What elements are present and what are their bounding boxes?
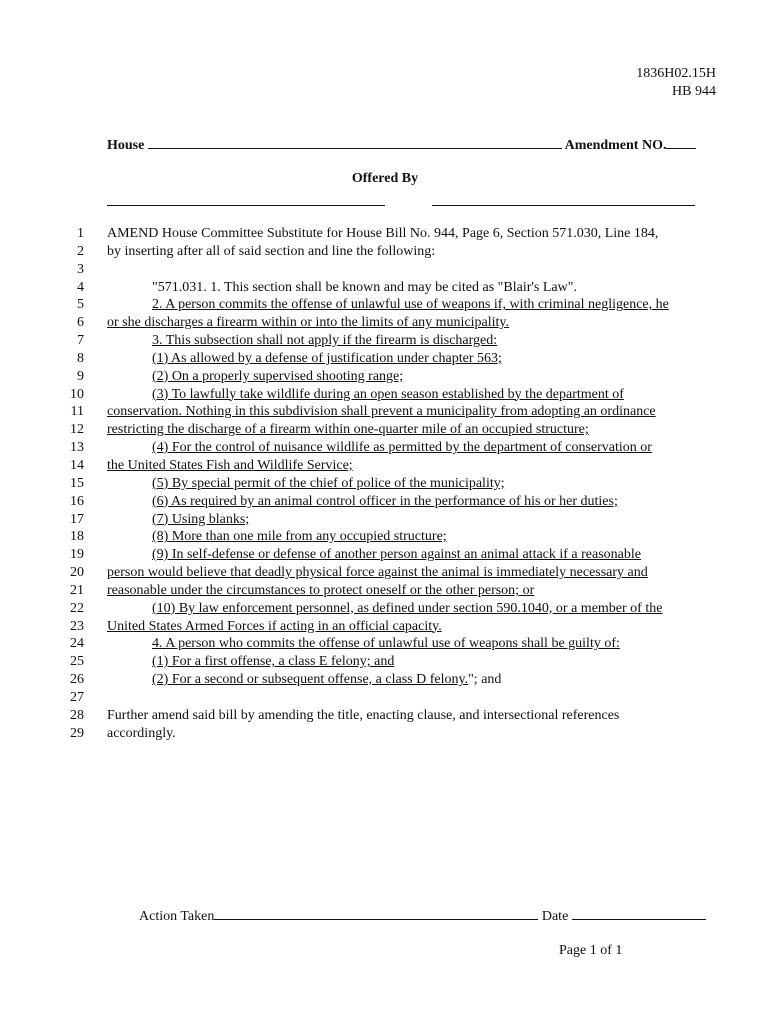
line-number: 27: [70, 689, 84, 705]
line-text: [107, 225, 716, 243]
text-line: [0, 600, 770, 618]
line-content: by inserting after all of said section and line the following:: [107, 243, 436, 259]
line-content: United States Armed Forces if acting in an official capacity.: [107, 618, 442, 634]
line-text: [107, 564, 716, 582]
text-line: [0, 439, 770, 457]
line-content: (9) In self-defense or defense of another person against an animal attack if a reasonable: [152, 547, 642, 563]
line-content: 2. A person commits the offense of unlawful use of weapons if, with criminal negligence, he: [152, 297, 669, 313]
line-text: [107, 635, 716, 653]
line-text: [107, 386, 716, 404]
line-number: 24: [70, 636, 84, 652]
text-line: [0, 564, 770, 582]
line-text: [107, 511, 716, 529]
line-text: [107, 707, 716, 725]
line-text: [107, 457, 716, 475]
house-blank: [148, 136, 562, 149]
line-text: [107, 243, 716, 261]
date-label: Date: [541, 909, 569, 924]
line-text: [107, 314, 716, 332]
amendment-number-blank: [666, 136, 696, 149]
text-line: [0, 457, 770, 475]
line-number: 15: [70, 475, 84, 491]
line-number: 19: [70, 547, 84, 563]
line-number: 11: [70, 404, 84, 420]
line-content: (1) For a first offense, a class E felony; and: [152, 654, 395, 670]
text-line: [0, 493, 770, 511]
line-number: 13: [70, 440, 84, 456]
page-number: Page 1 of 1: [559, 943, 623, 958]
line-text: [107, 439, 716, 457]
text-line: [0, 653, 770, 671]
line-number: 1: [77, 226, 84, 241]
line-content: (8) More than one mile from any occupied structure;: [152, 529, 447, 545]
line-number: 21: [70, 582, 84, 598]
house-amendment-line: [107, 136, 713, 154]
text-line: [0, 421, 770, 439]
text-line: [0, 511, 770, 529]
line-content: 3. This subsection shall not apply if the firearm is discharged:: [152, 333, 498, 349]
line-content: accordingly.: [107, 725, 176, 741]
line-content: (10) By law enforcement personnel, as defined under section 590.1040, or a member of the: [152, 600, 663, 616]
text-line: [0, 689, 770, 707]
line-content: (4) For the control of nuisance wildlife as permitted by the department of conservation or: [152, 440, 652, 456]
offered-by-label: Offered By: [351, 171, 419, 186]
text-line: [0, 546, 770, 564]
line-number: 17: [70, 511, 84, 527]
text-line: [0, 332, 770, 350]
action-taken-line: [139, 907, 706, 925]
line-number: 29: [70, 725, 84, 741]
text-line: [0, 243, 770, 261]
line-number: 9: [77, 368, 84, 384]
line-content: (5) By special permit of the chief of police of the municipality;: [152, 475, 505, 491]
text-line: [0, 314, 770, 332]
text-line: [0, 350, 770, 368]
text-line: [0, 296, 770, 314]
line-content: (1) As allowed by a defense of justification under chapter 563;: [152, 350, 502, 366]
line-number: 6: [77, 315, 84, 331]
line-number: 4: [77, 279, 84, 295]
line-text: [107, 493, 716, 511]
line-text: [107, 368, 716, 386]
line-number: 3: [77, 261, 84, 277]
line-text: [107, 403, 716, 421]
text-line: [0, 528, 770, 546]
text-line: [0, 261, 770, 279]
offered-by-signature-line-2: [432, 205, 695, 206]
bill-number: HB 944: [672, 84, 716, 99]
line-text: [107, 421, 716, 439]
line-number: 10: [70, 386, 84, 402]
line-text: [107, 528, 716, 546]
text-line: [0, 635, 770, 653]
line-text: [107, 671, 716, 689]
text-line: [0, 225, 770, 243]
line-text: [107, 600, 716, 618]
line-number: 22: [70, 600, 84, 616]
line-number: 2: [77, 243, 84, 259]
line-content: the United States Fish and Wildlife Service;: [107, 457, 353, 473]
line-number: 18: [70, 529, 84, 545]
amendment-text: [0, 225, 770, 742]
line-content: Further amend said bill by amending the title, enacting clause, and intersectional references: [107, 707, 620, 723]
text-line: [0, 475, 770, 493]
line-content: person would believe that deadly physical force against the animal is immediately necessary and: [107, 565, 648, 581]
amendment-number-label: Amendment NO.: [564, 138, 667, 153]
line-text: [107, 350, 716, 368]
text-line: [0, 671, 770, 689]
line-tail: "; and: [468, 672, 502, 688]
line-text: [107, 296, 716, 314]
line-content: restricting the discharge of a firearm within one-quarter mile of an occupied structure;: [107, 422, 589, 438]
line-content: (2) On a properly supervised shooting range;: [152, 368, 404, 384]
text-line: [0, 707, 770, 725]
offered-by-signature-line: [107, 205, 385, 206]
line-number: 28: [70, 707, 84, 723]
line-number: 8: [77, 350, 84, 366]
line-number: 20: [70, 565, 84, 581]
line-number: 23: [70, 618, 84, 634]
text-line: [0, 618, 770, 636]
line-text: [107, 582, 716, 600]
line-text: [107, 332, 716, 350]
line-content: 4. A person who commits the offense of unlawful use of weapons shall be guilty of:: [152, 636, 620, 652]
line-text: [107, 653, 716, 671]
action-taken-blank: [214, 907, 538, 920]
line-text: [107, 475, 716, 493]
line-number: 14: [70, 457, 84, 473]
house-label: House: [107, 138, 145, 153]
line-text: [107, 546, 716, 564]
line-content: conservation. Nothing in this subdivision shall prevent a municipality from adopting an ordinance: [107, 404, 656, 420]
text-line: [0, 279, 770, 297]
text-line: [0, 725, 770, 743]
text-line: [0, 403, 770, 421]
line-number: 16: [70, 493, 84, 509]
line-text: [107, 279, 716, 297]
line-number: 7: [77, 333, 84, 349]
line-content: reasonable under the circumstances to protect oneself or the other person; or: [107, 582, 535, 598]
action-taken-label: Action Taken: [139, 909, 215, 924]
line-content: "571.031. 1. This section shall be known and may be cited as "Blair's Law".: [152, 279, 577, 295]
line-number: 26: [70, 672, 84, 688]
line-content: (6) As required by an animal control officer in the performance of his or her duties;: [152, 493, 618, 509]
line-number: 12: [70, 422, 84, 438]
text-line: [0, 368, 770, 386]
line-content: (3) To lawfully take wildlife during an open season established by the department of: [152, 386, 624, 402]
text-line: [0, 582, 770, 600]
line-number: 25: [70, 654, 84, 670]
date-blank: [572, 907, 706, 920]
line-text: [107, 725, 716, 743]
line-text: [107, 618, 716, 636]
line-content: AMEND House Committee Substitute for House Bill No. 944, Page 6, Section 571.030, Line 184,: [107, 226, 659, 241]
line-content: (2) For a second or subsequent offense, a class D felony.: [152, 672, 469, 688]
document-id: 1836H02.15H: [636, 66, 716, 81]
line-number: 5: [77, 297, 84, 313]
line-content: or she discharges a firearm within or into the limits of any municipality.: [107, 315, 510, 331]
text-line: [0, 386, 770, 404]
line-content: (7) Using blanks;: [152, 511, 250, 527]
